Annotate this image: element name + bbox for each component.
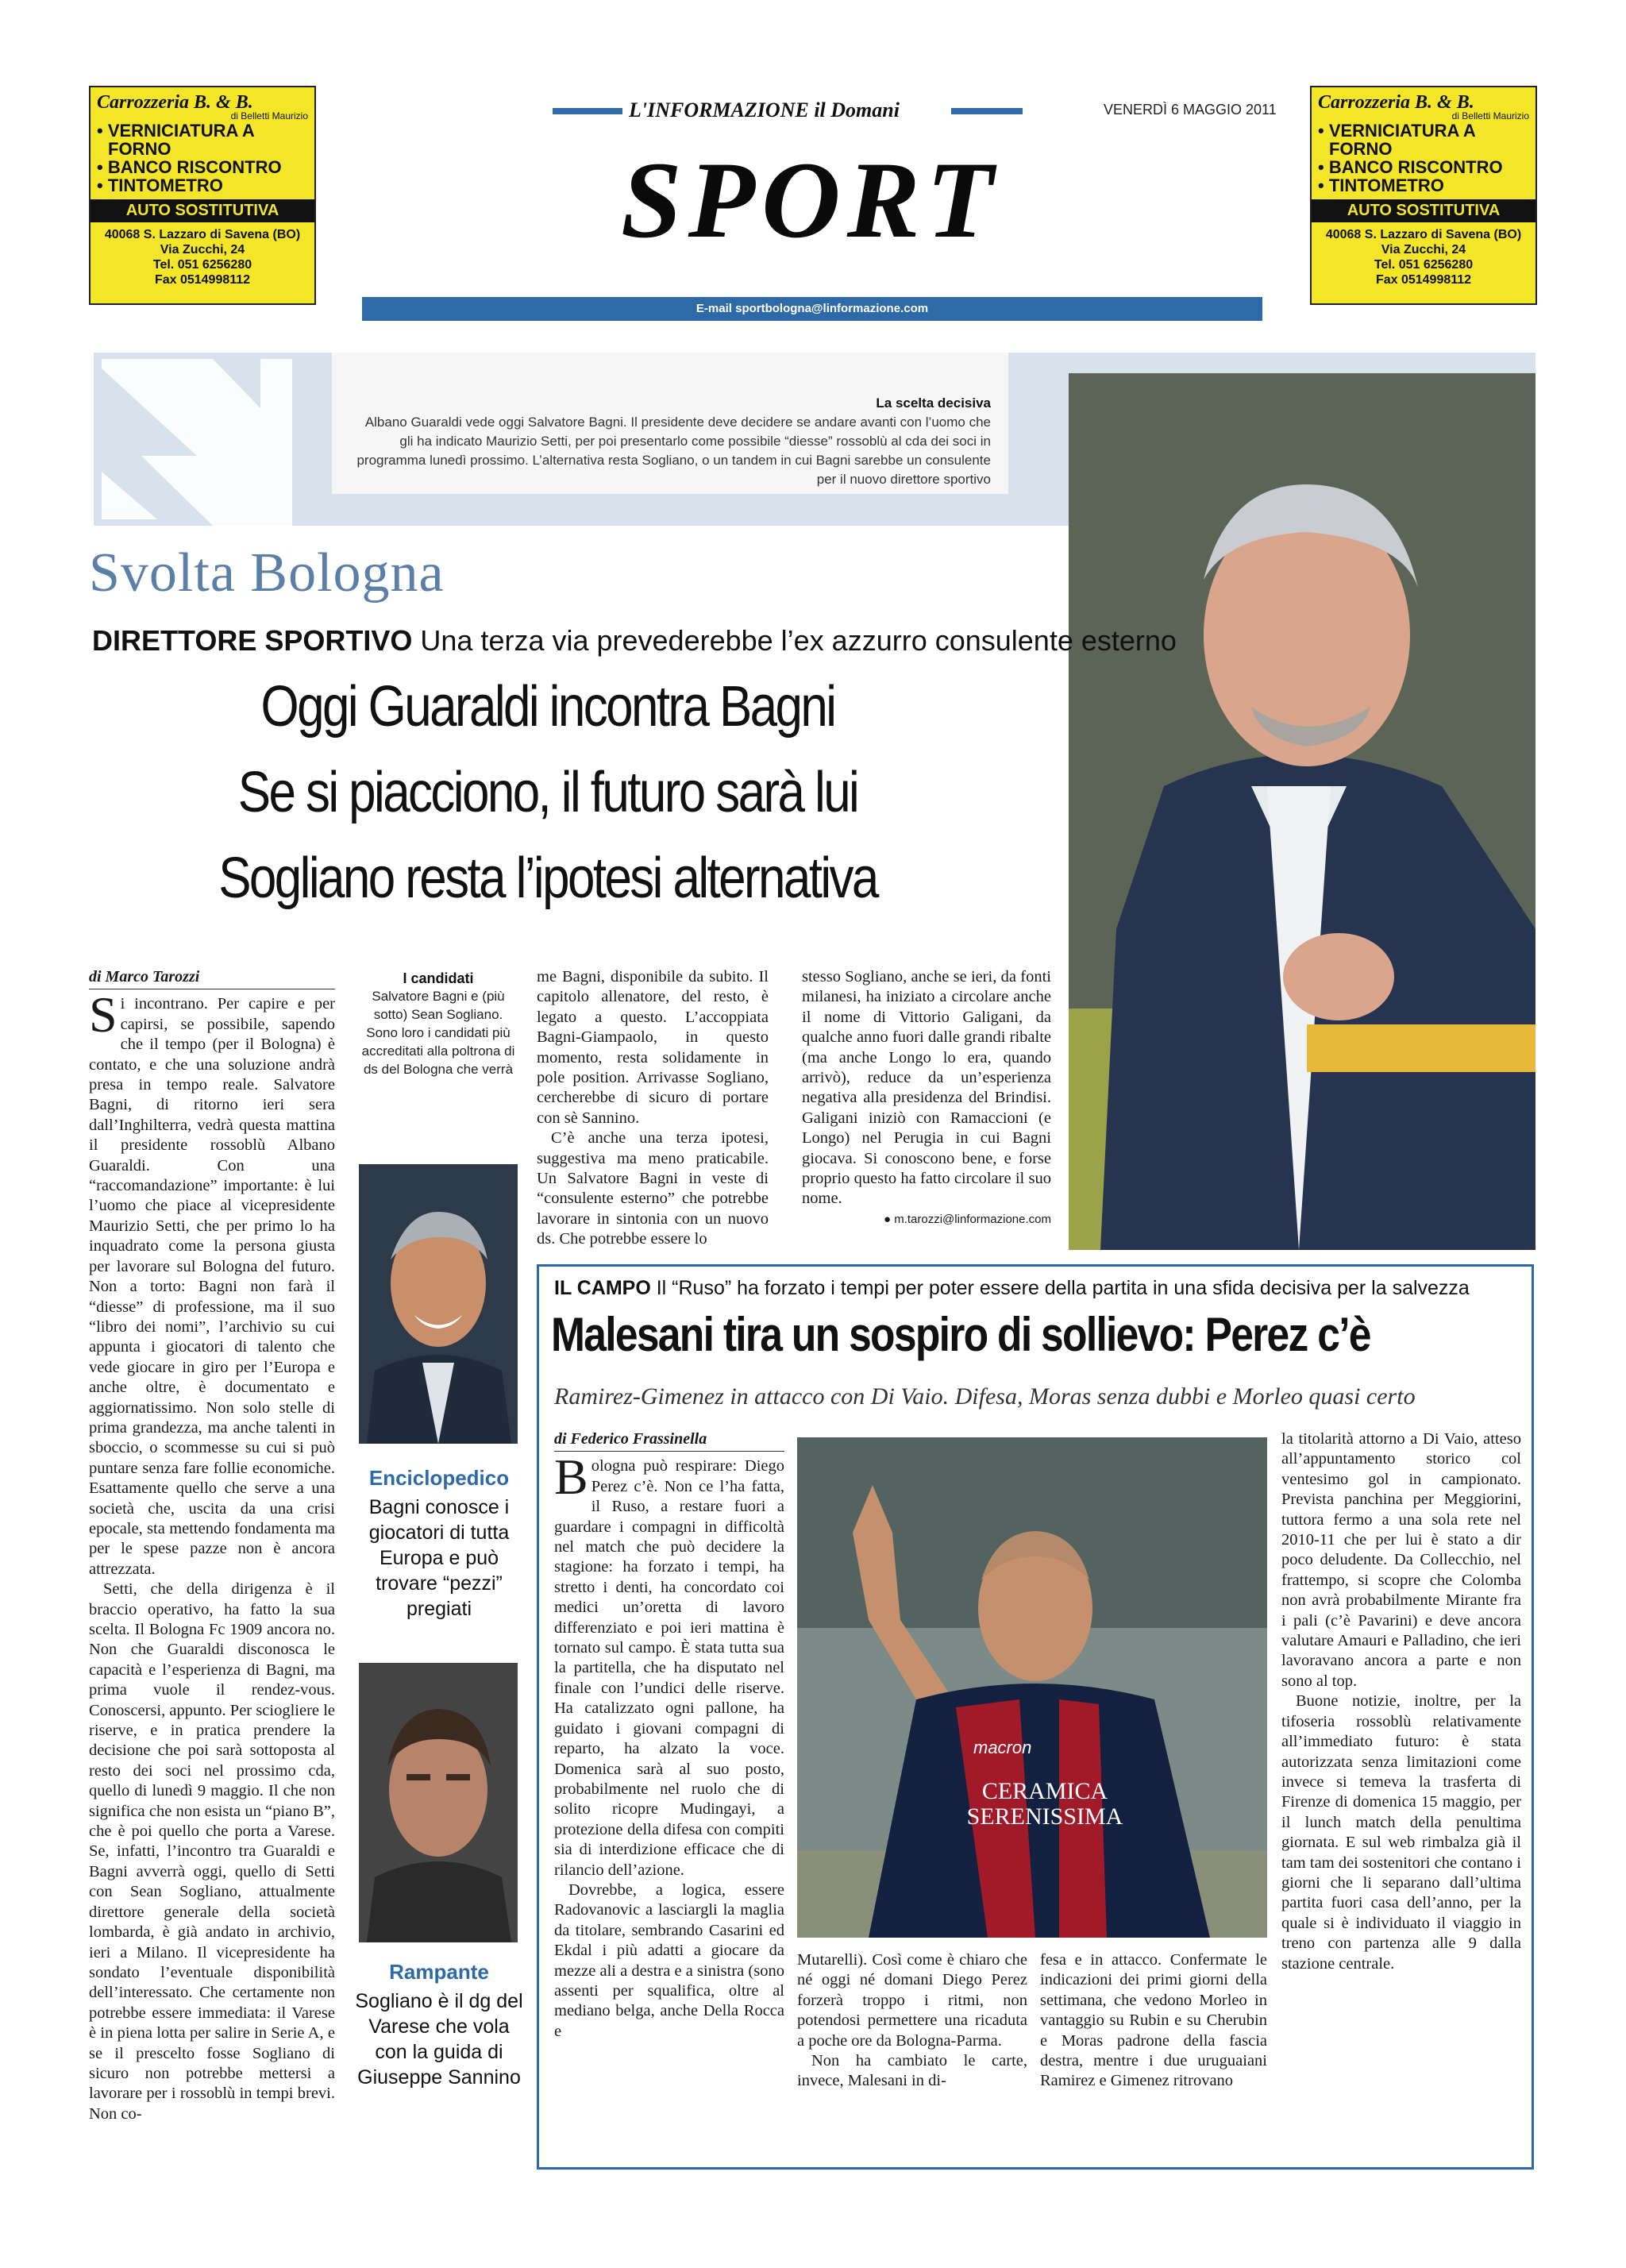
ad-line: • TINTOMETRO xyxy=(1318,176,1444,195)
section-title: SPORT xyxy=(621,139,1000,260)
kicker-text: Il “Ruso” ha forzato i tempi per poter essere della partita in una sfida decisiva per la salvezza xyxy=(650,1277,1470,1299)
sogliano-portrait xyxy=(359,1663,518,1942)
article-text: Non ha cambiato le carte, invece, Malesani in di- xyxy=(797,2052,1027,2090)
caption-title: Enciclopedico xyxy=(368,1466,510,1490)
ad-line: • VERNICIATURA A xyxy=(97,121,255,141)
section-email[interactable]: E-mail sportbologna@linformazione.com xyxy=(362,297,1262,321)
byline: di Federico Frassinella xyxy=(554,1429,784,1452)
ad-auto: AUTO SOSTITUTIVA xyxy=(91,199,314,222)
ad-address: Fax 0514998112 xyxy=(1375,273,1472,287)
kicker-label: IL CAMPO xyxy=(554,1277,651,1299)
caption-text: Sogliano è il dg del Varese che vola con la guida di Giuseppe Sannino xyxy=(355,1990,523,2089)
article2-subheadline: Ramirez-Gimenez in attacco con Di Vaio. Difesa, Moras senza dubbi e Morleo quasi certo xyxy=(554,1383,1416,1410)
article2-column-4 xyxy=(1281,1429,1521,1974)
issue-date: VENERDÌ 6 MAGGIO 2011 xyxy=(1104,102,1277,118)
article-text: Dovrebbe, a logica, essere Radovanovic a lasciargli la maglia da titolare, sembrando Casarini ed Ekdal i più adatti a giocare da mezze ali a destra e a sinistra (sono assenti per squalifica, oltre al mediano belga, anche Della Rocca e xyxy=(554,1880,784,2040)
shirt-brand: macron xyxy=(973,1738,1032,1757)
kicker-text: Una terza via prevederebbe l’ex azzurro consulente esterno xyxy=(412,624,1177,657)
ad-owner: di Belletti Maurizio xyxy=(1451,110,1529,122)
drop-cap: S xyxy=(89,986,118,1043)
bagni-portrait xyxy=(359,1164,518,1444)
article2-column-1 xyxy=(554,1429,784,2042)
ad-address: Fax 0514998112 xyxy=(154,273,251,287)
ad-line: • BANCO RISCONTRO xyxy=(1318,157,1503,177)
article1-kicker xyxy=(92,624,1177,658)
ad-address: Tel. 051 6256280 xyxy=(152,258,252,272)
article-text: me Bagni, disponibile da subito. Il capitolo allenatore, del resto, è legato a questo. L’accoppiata Bagni-Giampaolo, in questo momento, resta solidamente in pole position. Arrivasse Sogliano, cercherebbe di sicuro di portare con sè Sannino. xyxy=(537,968,769,1127)
article2-kicker xyxy=(554,1277,1523,1300)
ad-right[interactable] xyxy=(1310,86,1537,305)
article-text: Mutarelli). Così come è chiaro che né oggi né domani Diego Perez forzerà troppo i ritmi, non potendosi permettere una ricaduta a poche ore da Bologna-Parma. xyxy=(797,1951,1027,2050)
article2-column-2 xyxy=(797,1950,1027,2092)
drop-cap: B xyxy=(554,1448,588,1506)
shirt-sponsor: CERAMICA SERENISSIMA xyxy=(966,1778,1123,1830)
article2-column-3 xyxy=(1040,1950,1267,2092)
author-email-text: m.tarozzi@linformazione.com xyxy=(894,1212,1051,1226)
perez-photo xyxy=(797,1437,1267,1938)
candidates-title: I candidati xyxy=(403,970,474,986)
ad-address: 40068 S. Lazzaro di Savena (BO) xyxy=(104,228,301,241)
article-text: fesa e in attacco. Confermate le indicazioni dei primi giorni della settimana, che vedono Morleo in vantaggio su Rubin e su Cherubin e Moras padrone della fascia destra, mentre i due uruguaiani Ramirez e Gimenez ritrovano xyxy=(1040,1951,1267,2090)
ad-left[interactable] xyxy=(89,86,316,305)
bagni-photo xyxy=(1069,373,1535,1250)
ad-owner: di Belletti Maurizio xyxy=(230,110,308,122)
ad-line: • VERNICIATURA A xyxy=(1318,121,1476,141)
lead-text: Albano Guaraldi vede oggi Salvatore Bagni. Il presidente deve decidere se andare avanti con l’uomo che gli ha indicato Maurizio Setti, per poi presentarlo come possibile “diesse” rossoblù al cda dei soci in programma lunedì prossimo. L’alternativa resta Sogliano, o un tandem in cui Bagni sarebbe un consulente per il nuovo direttore sportivo xyxy=(356,415,991,487)
lead-title: La scelta decisiva xyxy=(876,395,991,411)
chevron-graphic xyxy=(94,353,300,526)
article-text: ologna può respirare: Diego Perez c’è. Non ce l’ha fatta, il Ruso, a restare fuori a guardare i compagni in difficoltà nel match che può decidere la stagione: ha forzato i tempi, ha stretto i denti, ha concordato coi medici un’oretta di lavoro differenziato e poi ieri mattina è tornato sul campo. È stata tutta sua la partitella, che ha disputato nel finale con l’undici delle riserve. Ha catalizzato ogni pallone, ha guidato i giovani compagni di reparto, ha alzato la voce. Domenica sarà al suo posto, probabilmente nel ruolo che di solito ricopre Mudingayi, a protezione della difesa con compiti sia di interdizione efficace che di rilancio dell’azione. xyxy=(554,1457,784,1879)
article-text: stesso Sogliano, anche se ieri, da fonti milanesi, ha iniziato a circolare anche il nome di Vittorio Galigani, da qualche anno fuori dalle grandi ribalte (ma anche Longo lo era, quando arrivò), reduce da un’esperienza negativa alla presidenza del Brindisi. Galigani iniziò con Ramaccioni (e Longo) nel Perugia in cui Bagni giocava. Si conoscono bene, e forse proprio questo ha fatto circolare il suo nome. xyxy=(802,968,1051,1208)
ad-brand: Carrozzeria B. & B. xyxy=(97,92,253,113)
article-text: C’è anche una terza ipotesi, suggestiva ma meno praticabile. Un Salvatore Bagni in veste di “consulente esterno” che potrebbe lavorare in sintonia con un nuovo ds. Che potrebbe essere lo xyxy=(537,1129,769,1248)
author-email[interactable]: ● m.tarozzi@linformazione.com xyxy=(883,1212,1051,1226)
ad-address: Via Zucchi, 24 xyxy=(1381,243,1466,256)
ad-line: FORNO xyxy=(108,139,171,159)
article-text: i incontrano. Per capire e per capirsi, se possibile, sapendo che il tempo (per il Bologna) è contato, e che una soluzione andrà presa in tempo reale. Salvatore Bagni, di ritorno ieri sera dall’Inghilterra, vedrà questa mattina il presidente rossoblù Albano Guaraldi. Con una “raccomandazione” importante: è lui l’uomo che piace al vicepresidente Maurizio Setti, che per primo lo ha inquadrato come la persona giusta per lavorare sul Bologna del futuro. Non a torto: Bagni non farà il “diesse” di professione, ma il suo “libro dei nomi”, l’archivio su cui appunta i giocatori di talento che vede giocare in giro per l’Europa e anche oltre, è documentato e aggiornatissimo. Non solo stelle di prima grandezza, ma anche talenti in sboccio, o scommesse su cui si può puntare senza fare follie economiche. Esattamente quello che serve a una società che, uscita da una crisi epocale, sta mettendo fondamenta ma per le spese pazze non è ancora attrezzata. xyxy=(89,995,335,1578)
article1-column-2 xyxy=(537,967,769,1250)
article1-column-1 xyxy=(89,967,335,2124)
byline: di Marco Tarozzi xyxy=(89,967,335,989)
lead-box xyxy=(332,353,1008,494)
ad-line: • BANCO RISCONTRO xyxy=(97,157,282,177)
ad-line: FORNO xyxy=(1329,139,1393,159)
ad-auto: AUTO SOSTITUTIVA xyxy=(1312,199,1535,222)
kicker-label: DIRETTORE SPORTIVO xyxy=(92,624,413,657)
article-text: Setti, che della dirigenza è il braccio operativo, ha fatto la sua scelta. Il Bologna Fc 1909 ancora no. Non che Guaraldi disconosca le capacità e l’esperienza di Bagni, ma prima vuole il rendez-vous. Conoscersi, appunto. Per sciogliere le riserve, e in pratica prendere la decisione che poi sarà sottoposta al resto dei soci nel prossimo cda, quello di lunedì 9 maggio. Il che non significa che non esista un “piano B”, che è poi quello che porta a Varese. Se, infatti, l’incontro tra Guaraldi e Bagni avverrà oggi, quello di Setti con Sean Sogliano, attualmente direttore generale della società lombarda, è già andato in archivio, ieri a Milano. Il vicepresidente ha sondato l’eventuale disponibilità dell’interessato. Che certamente non potrebbe essere immediata: il Varese è in piena lotta per salire in Serie A, e se il prescelto fosse Sogliano di sicuro non potrebbe mettersi a lavorare per i rossoblù in tempi brevi. Non co- xyxy=(89,1580,335,2123)
ad-address: Tel. 051 6256280 xyxy=(1374,258,1474,272)
headline-line: Sogliano resta l’ipotesi alternativa xyxy=(218,847,877,910)
article-text: la titolarità attorno a Di Vaio, atteso all’appuntamento storico col ventesimo gol in campionato. Prevista panchina per Meggiorini, tuttora fermo a una sola rete nel 2010-11 che per lui è stato a dir poco deludente. Da Collecchio, nel frattempo, si scopre che Colomba non avrà probabilmente Mirante fra i pali (c’è Pavarini) e deve ancora valutare Amauri e Palladino, che ieri lavoravano ancora a parte e non sono al top. xyxy=(1281,1430,1521,1690)
caption-text: Bagni conosce i giocatori di tutta Europa e può trovare “pezzi” pregiati xyxy=(368,1496,510,1620)
headline-line: Se si piacciono, il futuro sarà lui xyxy=(237,761,858,824)
masthead-rule xyxy=(951,108,1023,114)
article-text: Buone notizie, inoltre, per la tifoseria rossoblù relativamente all’immediato futuro: è stata autorizzata senza limitazioni come invece si temeva la trasferta di Firenze di domenica 15 maggio, per il lunch match della penultima giornata. E sul web rimbalza già il tam tam dei sostenitori che contano i giorni che li separano dall’ultima partita fuori casa dell’anno, per la quale si è individuato il viaggio in treno con partenza alle 9 dalla stazione centrale. xyxy=(1281,1692,1521,1973)
ad-address: 40068 S. Lazzaro di Savena (BO) xyxy=(1325,228,1522,241)
caption-title: Rampante xyxy=(389,1960,489,1984)
article1-column-3 xyxy=(802,967,1051,1229)
article2-headline: Malesani tira un sospiro di sollievo: Perez c’è xyxy=(551,1308,1370,1361)
masthead-rule xyxy=(553,108,622,114)
headline-line: Oggi Guaraldi incontra Bagni xyxy=(260,675,835,739)
ad-line: • TINTOMETRO xyxy=(97,176,223,195)
ad-brand: Carrozzeria B. & B. xyxy=(1318,92,1474,113)
candidates-text: Salvatore Bagni e (più sotto) Sean Sogliano. Sono loro i candidati più accreditati alla poltrona di ds del Bologna che verrà xyxy=(361,989,515,1077)
candidates-box xyxy=(359,970,518,1078)
ad-address: Via Zucchi, 24 xyxy=(160,243,245,256)
newspaper-title: L'INFORMAZIONE il Domani xyxy=(629,98,900,122)
section-heading: Svolta Bologna xyxy=(89,542,445,604)
